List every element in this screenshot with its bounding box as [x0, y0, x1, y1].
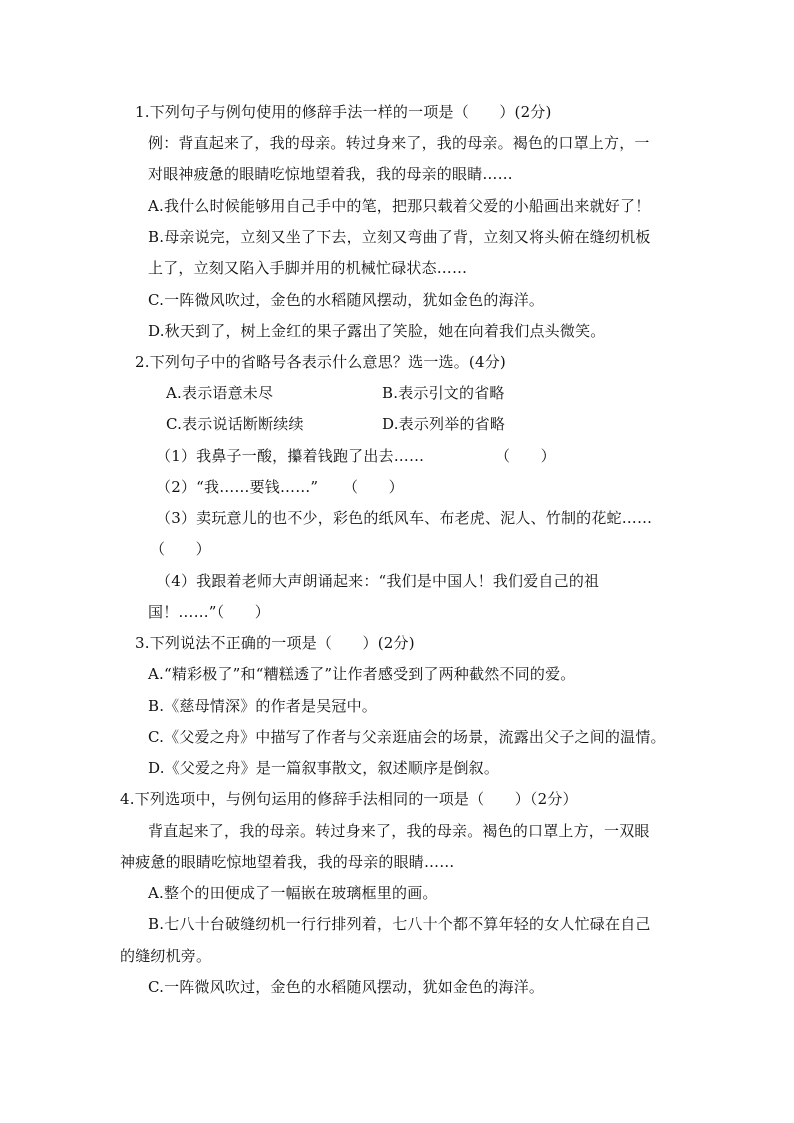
q1-example-line-1: 例：背直起来了，我的母亲。转过身来了，我的母亲。褐色的口罩上方，一 — [148, 134, 650, 152]
q2-item-3-blank[interactable]: （ ） — [150, 540, 211, 558]
q2-item-4-line-1: （4）我跟着老师大声朗诵起来：“我们是中国人！我们爱自己的祖 — [156, 572, 600, 590]
q2-choice-c: C.表示说话断断续续 — [166, 415, 304, 433]
q1-option-b-line-1: B.母亲说完，立刻又坐了下去，立刻又弯曲了背，立刻又将头俯在缝纫机板 — [148, 228, 651, 246]
q2-item-3: （3）卖玩意儿的也不少，彩色的纸风车、布老虎、泥人、竹制的花蛇…… — [156, 509, 653, 527]
q1-title: 1.下列句子与例句使用的修辞手法一样的一项是（ ）(2分) — [135, 103, 552, 121]
q1-example-line-2: 对眼神疲惫的眼睛吃惊地望着我，我的母亲的眼睛…… — [148, 165, 513, 183]
q4-option-b-line-2: 的缝纫机旁。 — [120, 947, 212, 965]
q3-option-b: B.《慈母情深》的作者是吴冠中。 — [148, 697, 377, 715]
q4-title: 4.下列选项中，与例句运用的修辞手法相同的一项是（ ）（2分） — [120, 790, 578, 808]
q2-item-1: （1）我鼻子一酸，攥着钱跑了出去…… — [156, 447, 425, 465]
q2-choice-b: B.表示引文的省略 — [382, 384, 505, 402]
q1-option-d: D.秋天到了，树上金红的果子露出了笑脸，她在向着我们点头微笑。 — [148, 322, 606, 340]
q2-choice-d: D.表示列举的省略 — [382, 415, 506, 433]
q2-choice-a: A.表示语意未尽 — [166, 384, 274, 402]
q4-example-line-2: 神疲惫的眼睛吃惊地望着我，我的母亲的眼睛…… — [120, 853, 455, 871]
q3-option-a: A.“精彩极了”和“糟糕透了”让作者感受到了两种截然不同的爱。 — [148, 665, 576, 683]
q2-item-2-blank[interactable]: （ ） — [343, 478, 404, 496]
q1-option-b-line-2: 上了，立刻又陷入手脚并用的机械忙碌状态…… — [148, 259, 468, 277]
q4-option-b-line-1: B.七八十台破缝纫机一行行排列着，七八十个都不算年轻的女人忙碌在自己 — [148, 915, 651, 933]
q3-option-d: D.《父爱之舟》是一篇叙事散文，叙述顺序是倒叙。 — [148, 759, 500, 777]
q1-option-a: A.我什么时候能够用自己手中的笔，把那只载着父爱的小船画出来就好了！ — [148, 197, 651, 215]
q1-option-c: C.一阵微风吹过，金色的水稻随风摆动，犹如金色的海洋。 — [148, 291, 545, 309]
q2-item-2: （2）“我……要钱……” — [156, 478, 319, 496]
q2-item-4-line-2: 国！……”（ ） — [148, 603, 270, 621]
q3-title: 3.下列说法不正确的一项是（ ）(2分) — [135, 634, 415, 652]
q4-example-line-1: 背直起来了，我的母亲。转过身来了，我的母亲。褐色的口罩上方，一双眼 — [148, 822, 650, 840]
q4-option-a: A.整个的田便成了一幅嵌在玻璃框里的画。 — [148, 884, 438, 902]
q2-item-1-blank[interactable]: （ ） — [495, 447, 556, 465]
q2-title: 2.下列句子中的省略号各表示什么意思？选一选。(4分) — [135, 353, 506, 371]
q3-option-c: C.《父爱之舟》中描写了作者与父亲逛庙会的场景，流露出父子之间的温情。 — [148, 728, 666, 746]
q4-option-c: C.一阵微风吹过，金色的水稻随风摆动，犹如金色的海洋。 — [148, 978, 545, 996]
